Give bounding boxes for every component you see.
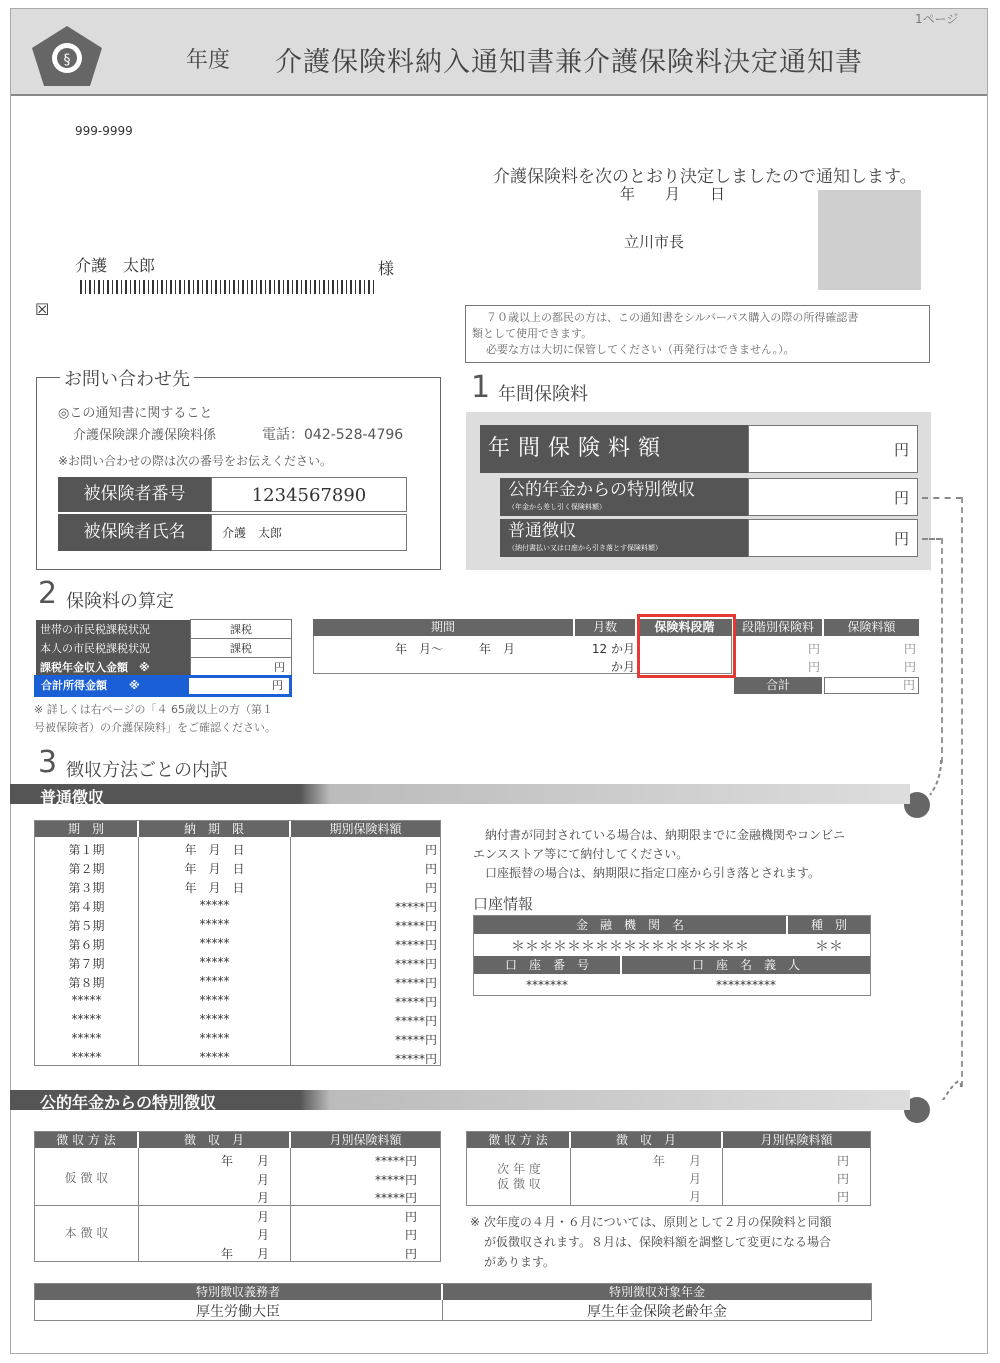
normal-row-period: ***** (71, 1012, 102, 1026)
normal-header-deadline: 納 期 限 (139, 821, 289, 837)
note-line: エンスストア等にて納付してください。 (473, 847, 689, 861)
svg-text:§: § (63, 52, 71, 68)
obligor-label: 特別徴収義務者 (35, 1284, 441, 1300)
normal-row-deadline: ***** (199, 1031, 230, 1045)
calc-period: 年 月～ 年 月 (395, 642, 516, 656)
calc-months: 12 か月 (591, 642, 635, 656)
section1-title: 年間保険料 (498, 384, 588, 405)
normal-row-amount: *****円 (394, 919, 437, 933)
payment-note (473, 826, 845, 883)
column-divider (442, 1300, 443, 1320)
main-method: 本 徴 収 (64, 1226, 109, 1240)
normal-row-amount: *****円 (394, 938, 437, 952)
next-row-month: 年 月 (652, 1154, 701, 1168)
next-header-amount: 月別保険料額 (723, 1132, 870, 1148)
bank-name-value: ＊＊＊＊＊＊＊＊＊＊＊＊＊＊＊＊＊ (511, 939, 749, 955)
checkbox-icon: ☒ (35, 300, 50, 319)
normal-table (34, 820, 441, 1066)
notice-date: 年 月 日 (620, 185, 726, 203)
fiscal-year-label: 年度 (186, 48, 231, 73)
calc-total-amount: 円 (824, 677, 919, 694)
calc-header-stage-premium: 段階別保険料 (734, 619, 822, 636)
bank-name-header: 金 融 機 関 名 (474, 916, 786, 934)
calc-header-premium: 保険料額 (824, 619, 919, 636)
page-label: 1ページ (915, 12, 959, 26)
total-income-row (34, 675, 292, 697)
next-row-amount: 円 (836, 1154, 849, 1168)
special-row-amount: 円 (404, 1228, 417, 1242)
normal-row-period: ***** (71, 993, 102, 1007)
normal-band (10, 784, 910, 804)
normal-row-amount: 円 (424, 862, 437, 876)
account-holder-header: 口 座 名 義 人 (622, 956, 870, 974)
normal-row-deadline: ***** (199, 936, 230, 950)
next-method: 次 年 度 仮 徴 収 (497, 1162, 541, 1191)
normal-sublabel: （納付書払い又は口座から引き落とす保険料額） (508, 544, 662, 552)
special-label: 公的年金からの特別徴収 (508, 480, 695, 500)
normal-row-amount: *****円 (394, 995, 437, 1009)
calc-months: か月 (610, 660, 635, 674)
seal-area (818, 190, 921, 290)
contact-phone: 電話：042-528-4796 (262, 427, 404, 443)
addressee-name: 介護 太郎 (75, 256, 156, 275)
pension-value: 厚生年金保険老齢年金 (587, 1304, 727, 1320)
normal-row-period: 第７期 (68, 957, 105, 971)
calc-stage-unit: 円 (807, 642, 820, 656)
obligor-value: 厚生労働大臣 (196, 1304, 280, 1320)
stage-highlight (637, 614, 736, 678)
contact-title: お問い合わせ先 (60, 365, 194, 391)
footnote-line: ※ 詳しくは右ページの「４ 65歳以上の方（第１ (34, 703, 273, 716)
special-header-amount: 月別保険料額 (291, 1132, 440, 1148)
insured-name-label: 被保険者氏名 (58, 514, 211, 551)
normal-row-deadline: ***** (199, 993, 230, 1007)
contact-about: ◎この通知書に関すること (58, 406, 213, 421)
note-line: が仮徴収されます。８月は、保険料額を調整して変更になる場合 (484, 1235, 832, 1249)
calc-table (313, 619, 919, 695)
special-row-amount: *****円 (374, 1191, 417, 1205)
special-amount: 円 (748, 478, 918, 516)
special-row-amount: *****円 (374, 1154, 417, 1168)
normal-label: 普通徴収 (508, 521, 576, 541)
pension-label: 特別徴収対象年金 (443, 1284, 871, 1300)
calc-header-months: 月数 (575, 619, 635, 636)
special-row-month: 月 (256, 1172, 269, 1187)
connector-line (922, 538, 942, 540)
normal-row-amount: *****円 (394, 976, 437, 990)
normal-header-period: 期 別 (35, 821, 137, 837)
next-row-amount: 円 (836, 1190, 849, 1204)
tax-value: 円 (272, 679, 283, 692)
section2-title: 保険料の算定 (66, 591, 174, 612)
account-type-value: ＊＊ (815, 939, 843, 955)
special-row-amount: 円 (404, 1209, 417, 1224)
normal-row-deadline: ***** (199, 917, 230, 931)
special-table (34, 1131, 441, 1262)
silver-note-line: 類として使用できます。 (472, 327, 593, 340)
next-year-table (466, 1131, 871, 1206)
calc-header-period: 期間 (313, 619, 573, 636)
calc-premium-unit: 円 (903, 660, 916, 674)
normal-row-period: 第１期 (68, 843, 105, 857)
special-row-month: 月 (256, 1209, 269, 1224)
normal-row-amount: *****円 (394, 957, 437, 971)
normal-label-box (500, 519, 748, 557)
section2-footnote (34, 701, 276, 737)
footnote-line: 号被保険者）の介護保険料」をご確認ください。 (34, 721, 276, 734)
contact-note: ※お問い合わせの際は次の番号をお伝えください。 (58, 454, 333, 468)
connector-line (922, 497, 962, 499)
next-row-amount: 円 (836, 1172, 849, 1186)
tax-value: 課税 (191, 620, 292, 639)
postal-code: 999-9999 (75, 124, 133, 138)
normal-band-label: 普通徴収 (40, 788, 105, 807)
tax-label: 本人の市民税課税状況 (36, 639, 191, 658)
next-header-method: 徴 収 方 法 (467, 1132, 569, 1148)
normal-row-deadline: 年 月 日 (184, 843, 245, 857)
normal-row-deadline: 年 月 日 (184, 862, 245, 876)
notice-line: 介護保険料を次のとおり決定しましたので通知します。 (493, 167, 917, 187)
table-row (36, 639, 292, 658)
normal-row-deadline: ***** (199, 898, 230, 912)
insured-number: 1234567890 (211, 477, 407, 512)
special-row-amount: *****円 (374, 1172, 417, 1187)
normal-row-period: ***** (71, 1050, 102, 1064)
normal-row-deadline: ***** (199, 974, 230, 988)
special-row-month: 年 月 (220, 1246, 269, 1261)
connector-line (941, 538, 943, 763)
account-number-header: 口 座 番 号 (474, 956, 620, 974)
provisional-method: 仮 徴 収 (64, 1171, 109, 1185)
normal-row-period: 第２期 (68, 862, 105, 876)
silver-pass-note (465, 305, 930, 363)
special-sublabel: （年金から差し引く保険料額） (508, 503, 606, 511)
normal-row-amount: *****円 (394, 1014, 437, 1028)
silver-note-line: ７０歳以上の都民の方は、この通知書をシルバーパス購入の際の所得確認書 (486, 311, 859, 324)
contact-dept: 介護保険課介護保険料係 (73, 428, 217, 443)
document-title: 介護保険料納入通知書兼介護保険料決定通知書 (275, 47, 863, 78)
special-label-box (500, 478, 748, 516)
annual-label: 年間保険料額 (480, 425, 748, 473)
next-row-month: 月 (688, 1190, 701, 1204)
section2-number: 2 (38, 576, 58, 611)
tax-label: 合計所得金額 ※ (37, 678, 189, 694)
special-header-method: 徴 収 方 法 (35, 1132, 137, 1148)
tax-value: 課税 (191, 639, 292, 658)
table-row (36, 620, 292, 639)
normal-row-period: 第３期 (68, 881, 105, 895)
section3-number: 3 (38, 745, 58, 780)
normal-amount: 円 (748, 519, 918, 557)
insured-name: 介護 太郎 (211, 514, 407, 551)
normal-row-deadline: ***** (199, 1012, 230, 1026)
special-row-month: 年 月 (220, 1154, 269, 1168)
annual-amount: 円 (748, 425, 918, 473)
special-row-month: 月 (256, 1228, 269, 1242)
calc-header-stage: 保険料段階 (637, 619, 732, 636)
next-row-month: 月 (688, 1172, 701, 1186)
normal-row-amount: 円 (424, 843, 437, 857)
section3-title: 徴収方法ごとの内訳 (66, 760, 228, 781)
note-line: 納付書が同封されている場合は、納期限までに金融機関やコンビニ (485, 828, 846, 842)
normal-header-amount: 期別保険料額 (291, 821, 440, 837)
tax-value: 円 (191, 658, 292, 677)
normal-row-amount: *****円 (394, 1052, 437, 1066)
mayor-title: 立川市長 (624, 233, 685, 251)
special-row-month: 月 (256, 1191, 269, 1205)
normal-row-amount: 円 (424, 881, 437, 895)
table-row (36, 658, 292, 677)
connector-curve (915, 760, 965, 1100)
next-header-month: 徴 収 月 (571, 1132, 721, 1148)
normal-row-deadline: ***** (199, 955, 230, 969)
normal-row-amount: *****円 (394, 1033, 437, 1047)
normal-row-deadline: 年 月 日 (184, 881, 245, 895)
account-table (473, 915, 871, 996)
note-line: があります。 (484, 1255, 556, 1269)
barcode-icon (80, 280, 376, 294)
normal-row-amount: *****円 (394, 900, 437, 914)
obligor-table (34, 1283, 872, 1321)
normal-row-period: 第６期 (68, 938, 105, 952)
next-year-note (470, 1212, 832, 1272)
tax-status-table (36, 619, 292, 677)
city-emblem-icon (30, 24, 104, 88)
tax-label: 世帯の市民税課税状況 (36, 620, 191, 639)
calc-premium-unit: 円 (903, 642, 916, 656)
normal-row-period: 第４期 (68, 900, 105, 914)
tax-label: 課税年金収入金額 ※ (36, 658, 191, 677)
normal-row-period: ***** (71, 1031, 102, 1045)
calc-total-label: 合計 (734, 677, 822, 694)
section1-number: 1 (471, 370, 491, 405)
honorific: 様 (378, 259, 395, 278)
normal-row-period: 第５期 (68, 919, 105, 933)
special-row-amount: 円 (404, 1246, 417, 1261)
account-type-header: 種 別 (788, 916, 870, 934)
calc-stage-unit: 円 (807, 660, 820, 674)
special-header-month: 徴 収 月 (139, 1132, 289, 1148)
normal-row-deadline: ***** (199, 1050, 230, 1064)
account-title: 口座情報 (473, 895, 534, 913)
note-line: ※ 次年度の４月・６月については、原則として２月の保険料と同額 (470, 1215, 832, 1229)
account-holder-value: ********** (716, 978, 776, 992)
special-band-label: 公的年金からの特別徴収 (40, 1093, 217, 1112)
note-line: 口座振替の場合は、納期限に指定口座から引き落とされます。 (485, 866, 821, 880)
insured-number-label: 被保険者番号 (58, 477, 211, 512)
normal-row-period: 第８期 (68, 976, 105, 990)
silver-note-line: 必要な方は大切に保管してください（再発行はできません。）。 (486, 343, 795, 356)
account-number-value: ******* (526, 978, 568, 992)
